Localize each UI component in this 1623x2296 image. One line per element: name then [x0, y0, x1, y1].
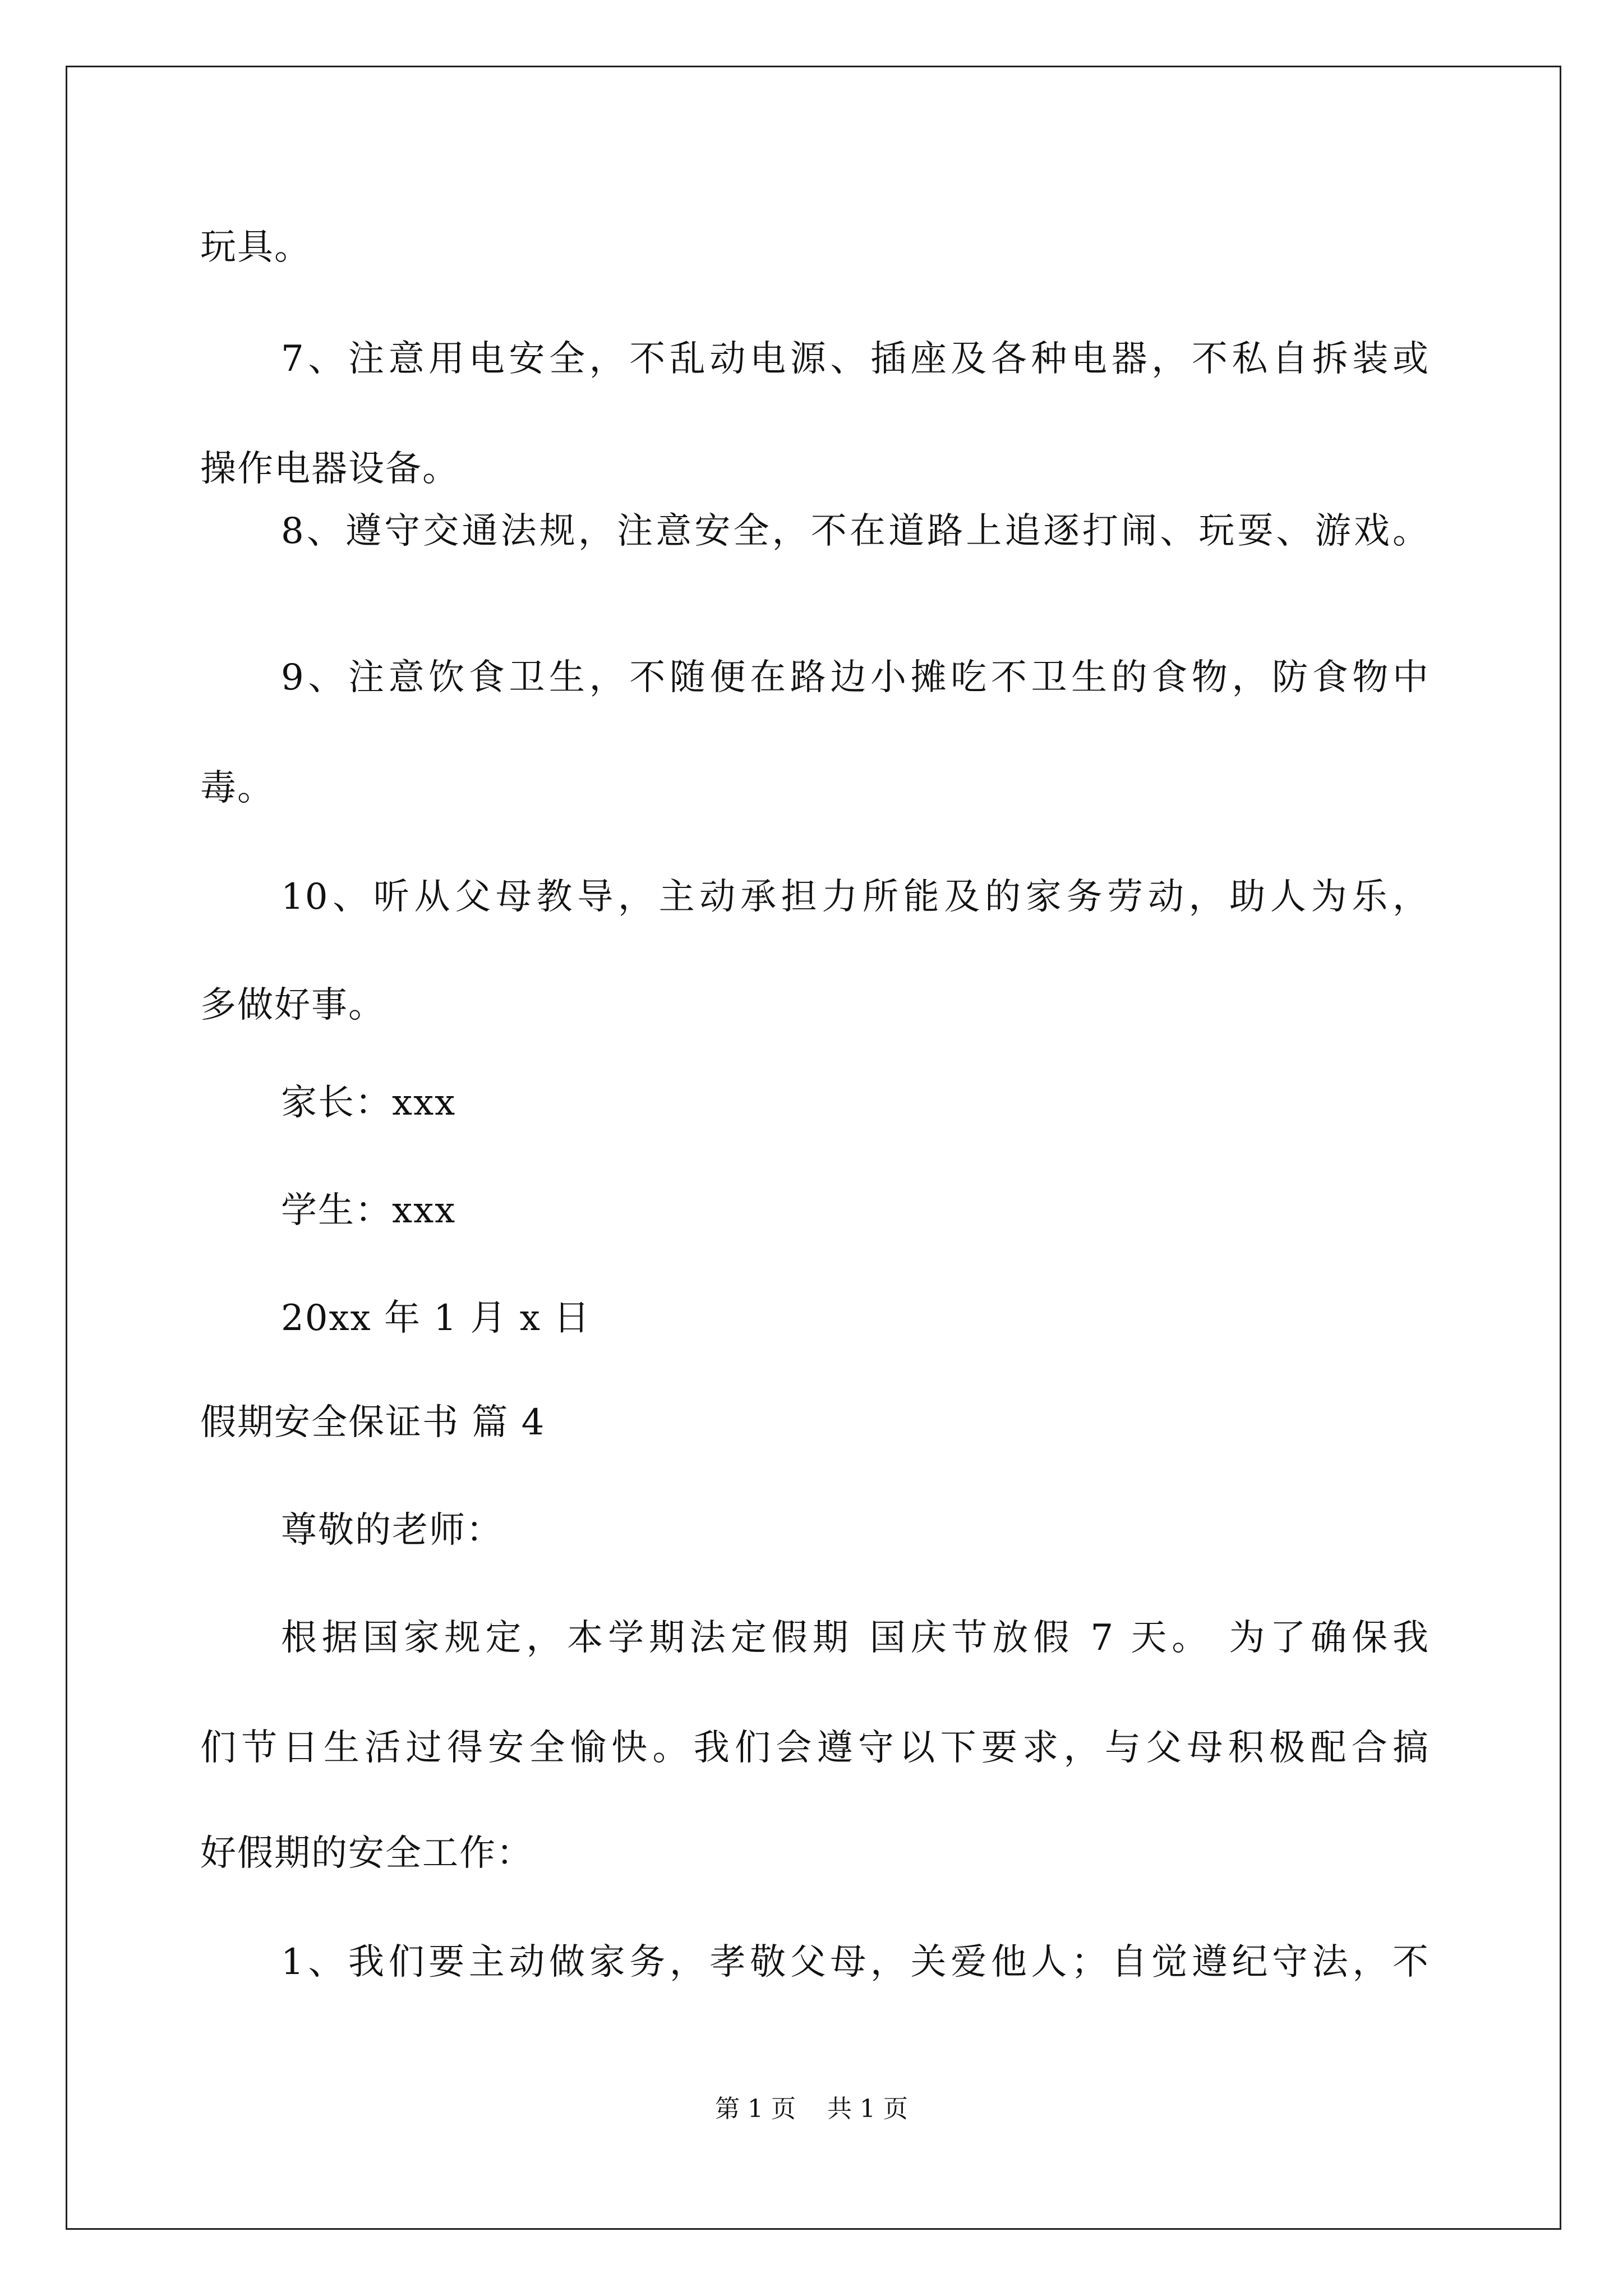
text-line: 8、遵守交通法规，注意安全，不在道路上追逐打闹、玩耍、游戏。 — [281, 510, 1430, 552]
page-footer: 第 1 页 共 1 页 — [715, 2095, 908, 2123]
text-line: 们节日生活过得安全愉快。我们会遵守以下要求，与父母积极配合搞 — [200, 1727, 1430, 1769]
text-line: 10、听从父母教导，主动承担力所能及的家务劳动，助人为乐， — [281, 876, 1430, 918]
text-line: 20xx 年 1 月 x 日 — [281, 1297, 591, 1339]
section-heading: 假期安全保证书 篇 4 — [200, 1402, 546, 1443]
text-line: 玩具。 — [200, 227, 311, 268]
text-line: 根据国家规定，本学期法定假期 国庆节放假 7 天。 为了确保我 — [281, 1617, 1430, 1659]
text-line: 毒。 — [200, 767, 274, 809]
text-line: 多做好事。 — [200, 984, 385, 1026]
text-line: 尊敬的老师： — [281, 1510, 503, 1551]
text-line: 家长：xxx — [281, 1082, 457, 1124]
text-line: 学生：xxx — [281, 1190, 457, 1231]
text-line: 9、注意饮食卫生，不随便在路边小摊吃不卫生的食物，防食物中 — [281, 657, 1430, 698]
page-frame — [66, 66, 1561, 2230]
text-line: 好假期的安全工作： — [200, 1833, 533, 1874]
text-line: 7、注意用电安全，不乱动电源、插座及各种电器，不私自拆装或 — [281, 338, 1430, 380]
text-line: 操作电器设备。 — [200, 448, 459, 490]
text-line: 1、我们要主动做家务，孝敬父母，关爱他人；自觉遵纪守法，不 — [281, 1941, 1430, 1983]
